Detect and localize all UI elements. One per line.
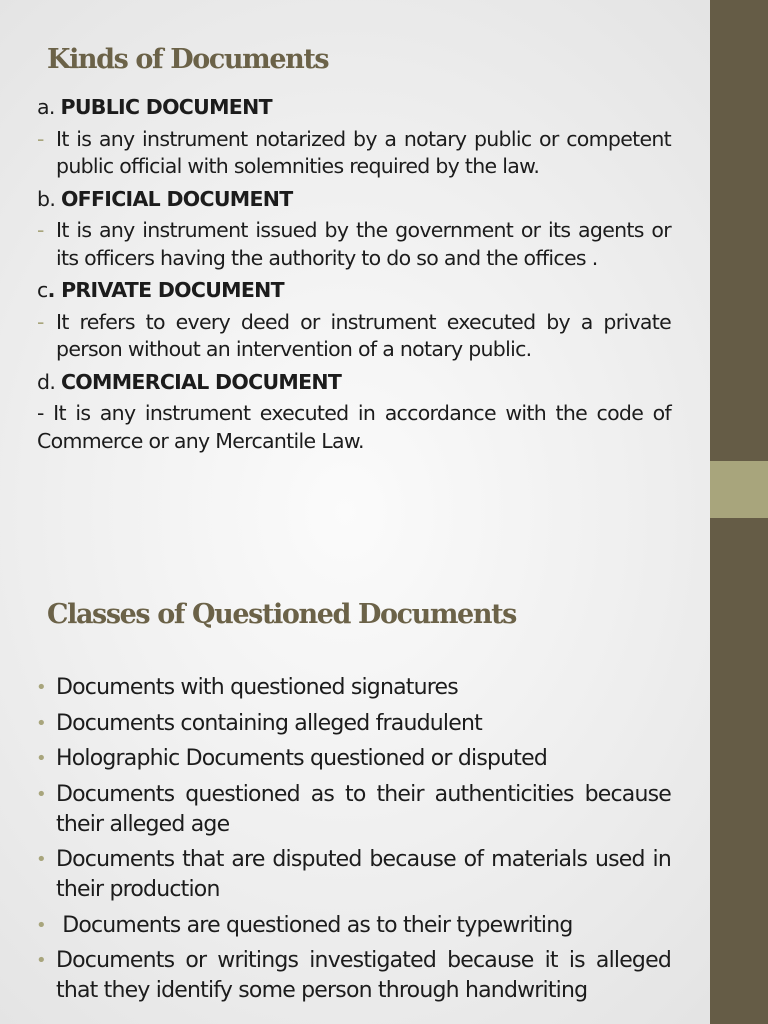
bullet-icon: • (36, 677, 46, 698)
list-item (36, 845, 671, 905)
kind-name: . PRIVATE DOCUMENT (47, 278, 284, 302)
kind-heading-commercial (37, 369, 671, 397)
kind-description-text: It is any instrument issued by the government or its agents or its officers having the authority to do so and the offices . (56, 218, 671, 270)
kind-heading-public (37, 94, 671, 122)
kind-description-private (37, 309, 671, 364)
classes-bullet-list (36, 673, 671, 1012)
kind-description-text: It is any instrument notarized by a notary public or competent public official with solemnities required by the law. (56, 126, 671, 178)
kind-description-public (37, 126, 671, 181)
list-item-text: Documents are questioned as to their typewriting (56, 912, 573, 938)
kind-heading-official (37, 186, 671, 214)
list-item-text: Documents questioned as to their authenticities because their alleged age (56, 781, 671, 837)
list-item (36, 911, 671, 941)
kind-description-commercial: - It is any instrument executed in accordance with the code of Commerce or any Mercantile Law. (37, 401, 671, 453)
list-item (36, 673, 671, 703)
kind-letter: a. (37, 95, 61, 119)
slide-title: Kinds of Documents (47, 44, 329, 75)
kind-letter: d. (37, 369, 61, 394)
list-item-text: Documents with questioned signatures (56, 675, 458, 700)
list-item (36, 780, 671, 840)
slide-kinds-of-documents (0, 0, 710, 540)
kind-heading-private (37, 277, 671, 305)
bullet-icon: • (36, 748, 46, 769)
bullet-icon: • (36, 950, 46, 971)
kind-letter: c (37, 278, 48, 302)
bullet-icon: • (36, 783, 46, 805)
list-item-text: Documents that are disputed because of materials used in their production (56, 847, 671, 902)
list-item (36, 709, 671, 739)
list-item-text: Documents or writings investigated because it is alleged that they identify some person through handwriting (56, 948, 671, 1003)
dash-marker: - (37, 126, 44, 151)
kind-description-official (37, 217, 671, 272)
slide-content (37, 94, 671, 455)
list-item-text: Holographic Documents questioned or disputed (56, 746, 548, 771)
list-item-text: Documents containing alleged fraudulent (56, 710, 482, 736)
kind-name: OFFICIAL DOCUMENT (60, 186, 293, 211)
bullet-icon: • (36, 914, 46, 936)
slide-classes-of-questioned-documents (0, 540, 710, 1024)
list-item (36, 946, 671, 1006)
dash-marker: - (37, 218, 44, 242)
dash-marker: - (37, 309, 44, 334)
kind-description-text: It refers to every deed or instrument executed by a private person without an intervention of a notary public. (56, 309, 671, 361)
sidebar-accent-block (710, 461, 768, 518)
bullet-icon: • (36, 849, 46, 870)
kind-name: PUBLIC DOCUMENT (60, 95, 272, 119)
list-item (36, 744, 671, 774)
slide-title: Classes of Questioned Documents (47, 599, 516, 630)
bullet-icon: • (36, 712, 46, 734)
kind-name: COMMERCIAL DOCUMENT (60, 369, 342, 394)
kind-letter: b. (37, 186, 61, 211)
